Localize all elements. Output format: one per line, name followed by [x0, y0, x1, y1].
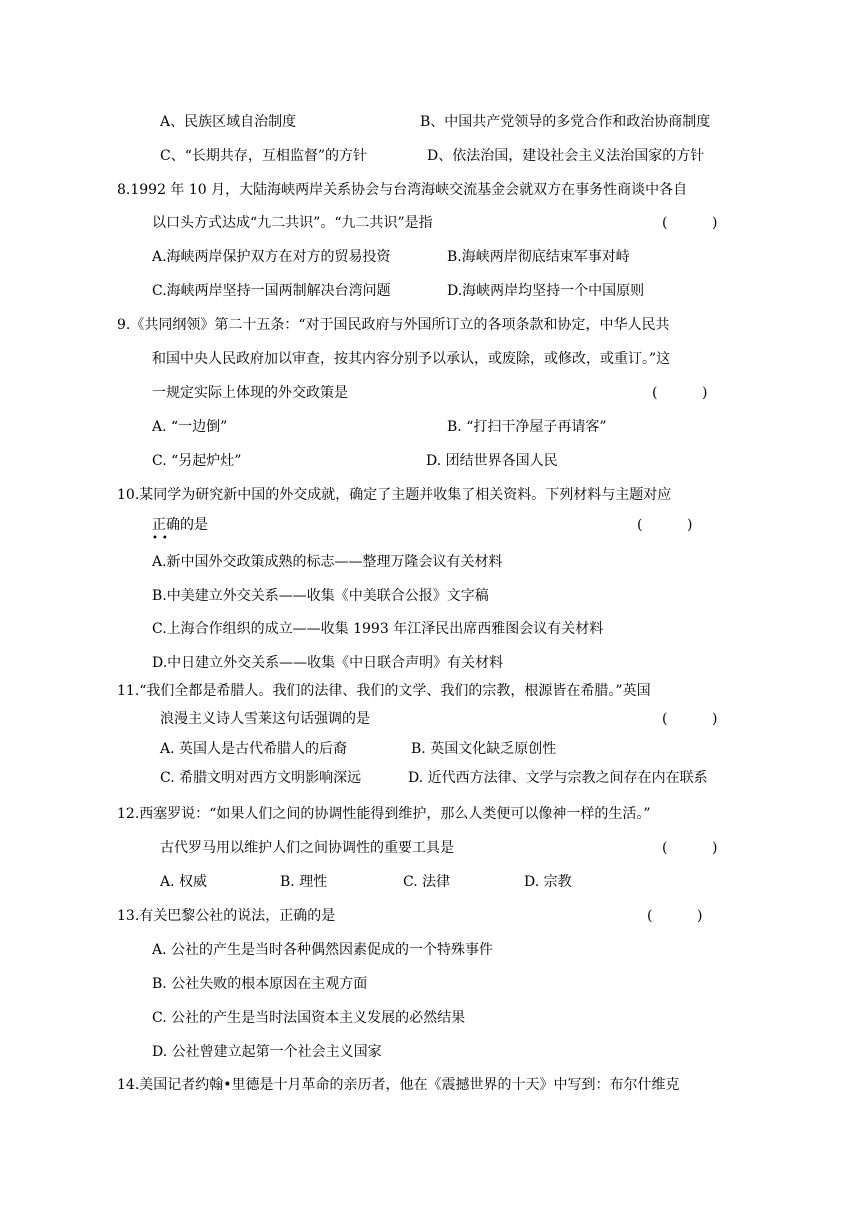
q8-option-d: D.海峡两岸均坚持一个中国原则 [447, 283, 645, 299]
q9-answer-blank: ( ) [652, 385, 708, 401]
q8-option-b: B.海峡两岸彻底结束军事对峙 [447, 249, 630, 265]
q9-option-a: A. “一边倒” [152, 419, 228, 435]
q7-option-b: B、中国共产党领导的多党合作和政治协商制度 [420, 114, 711, 130]
q9-option-c: C. “另起炉灶” [152, 453, 242, 469]
q13-answer-blank: ( ) [647, 908, 703, 924]
q12-stem-line-2: 古代罗马用以维护人们之间协调性的重要工具是 [160, 840, 454, 856]
q9-option-b: B. “打扫干净屋子再请客” [447, 419, 607, 435]
q8-stem-line-2: 以口头方式达成“九二共识”。“九二共识”是指 [152, 215, 433, 231]
q13-option-b: B. 公社失败的根本原因在主观方面 [152, 976, 368, 992]
q10-option-b: B.中美建立外交关系——收集《中美联合公报》文字稿 [152, 588, 489, 604]
q9-stem-line-1: 9.《共同纲领》第二十五条：“对于国民政府与外国所订立的各项条款和协定，中华人民共 [117, 317, 670, 333]
q11-option-c: C. 希腊文明对西方文明影响深远 [160, 770, 362, 786]
q11-option-a: A. 英国人是古代希腊人的后裔 [160, 741, 348, 757]
q12-stem-line-1: 12.西塞罗说：“如果人们之间的协调性能得到维护，那么人类便可以像神一样的生活。” [117, 806, 651, 822]
q9-stem-line-3: 一规定实际上体现的外交政策是 [152, 385, 348, 401]
q13-option-a: A. 公社的产生是当时各种偶然因素促成的一个特殊事件 [152, 942, 494, 958]
q9-option-d: D. 团结世界各国人民 [426, 453, 558, 469]
q8-option-a: A.海峡两岸保护双方在对方的贸易投资 [152, 249, 391, 265]
q8-answer-blank: ( ) [662, 215, 718, 231]
q13-option-d: D. 公社曾建立起第一个社会主义国家 [152, 1044, 382, 1060]
q7-option-c: C、“长期共存，互相监督”的方针 [160, 148, 368, 164]
q7-option-d: D、依法治国，建设社会主义法治国家的方针 [427, 148, 705, 164]
q7-option-a: A、民族区域自治制度 [160, 114, 297, 130]
q11-option-b: B. 英国文化缺乏原创性 [411, 741, 557, 757]
q8-option-c: C.海峡两岸坚持一国两制解决台湾问题 [152, 283, 391, 299]
q9-stem-line-2: 和国中央人民政府加以审查，按其内容分别予以承认，或废除，或修改，或重订。”这 [152, 351, 671, 367]
q10-option-a: A.新中国外交政策成熟的标志——整理万隆会议有关材料 [152, 554, 503, 570]
q13-option-c: C. 公社的产生是当时法国资本主义发展的必然结果 [152, 1010, 466, 1026]
q10-option-d: D.中日建立外交关系——收集《中日联合声明》有关材料 [152, 655, 504, 671]
q8-stem-line-1: 8.1992 年 10 月，大陆海峡两岸关系协会与台湾海峡交流基金会就双方在事务性商谈中各自 [117, 182, 688, 198]
q11-option-d: D. 近代西方法律、文学与宗教之间存在内在联系 [408, 770, 708, 786]
q12-option-b: B. 理性 [280, 874, 328, 890]
q11-stem-line-1: 11.“我们全都是希腊人。我们的法律、我们的文学、我们的宗教，根源皆在希腊。”英国 [117, 683, 651, 699]
q10-stem-line-1: 10.某同学为研究新中国的外交成就，确定了主题并收集了相关资料。下列材料与主题对应 [117, 487, 672, 503]
q12-option-a: A. 权威 [160, 874, 208, 890]
q11-answer-blank: ( ) [662, 711, 718, 727]
q12-option-d: D. 宗教 [524, 874, 572, 890]
emphasis-dots: •• [152, 533, 172, 544]
q13-stem-line-1: 13.有关巴黎公社的说法，正确的是 [117, 908, 336, 924]
q11-stem-line-2: 浪漫主义诗人雪莱这句话强调的是 [160, 711, 370, 727]
q12-option-c: C. 法律 [403, 874, 451, 890]
q14-stem-line-1: 14.美国记者约翰•里德是十月革命的亲历者，他在《震撼世界的十天》中写到：布尔什维克 [117, 1077, 680, 1093]
q10-stem-line-2: 正确的是 [152, 517, 208, 533]
q10-option-c: C.上海合作组织的成立——收集 1993 年江泽民出席西雅图会议有关材料 [152, 621, 604, 637]
q12-answer-blank: ( ) [662, 840, 718, 856]
q10-answer-blank: ( ) [637, 517, 693, 533]
